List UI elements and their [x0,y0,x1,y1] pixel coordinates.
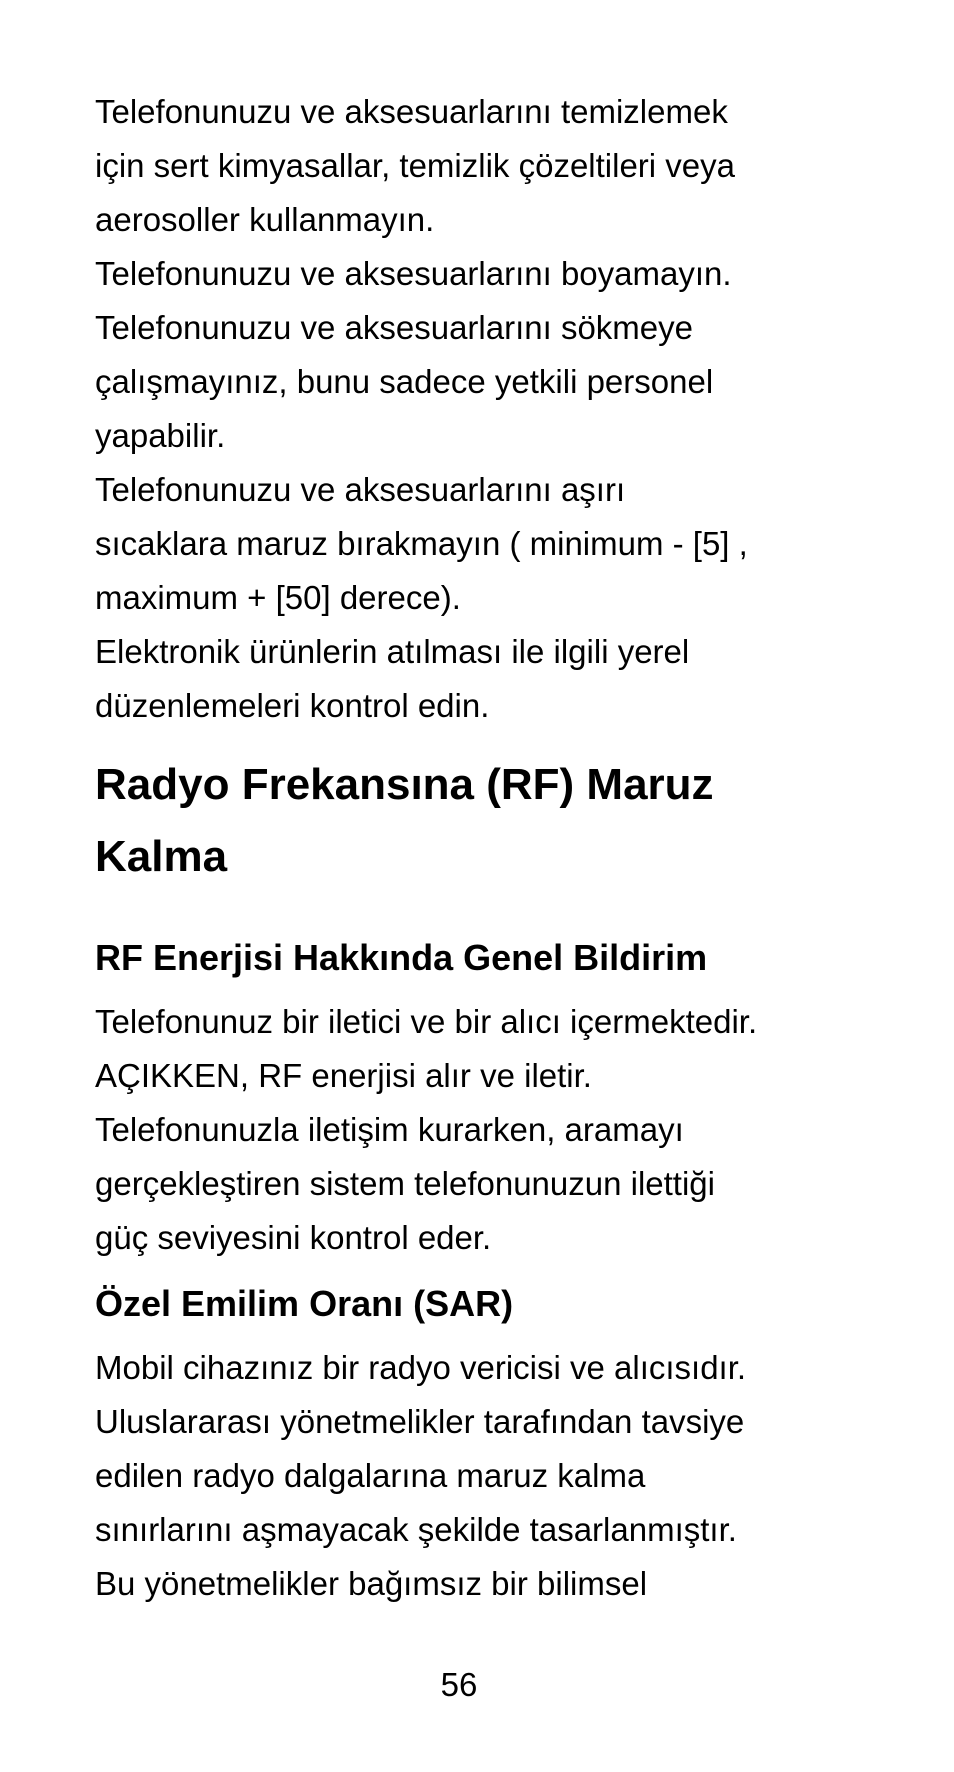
text-line: Bu yönetmelikler bağımsız bir bilimsel [95,1565,648,1602]
text-line: Telefonunuzu ve aksesuarlarını temizlemek [95,93,728,130]
text-line: yapabilir. [95,417,226,454]
text-line: maximum + [50] derece). [95,579,461,616]
text-line: edilen radyo dalgalarına maruz kalma [95,1457,646,1494]
text-line: Telefonunuzu ve aksesuarlarını aşırı [95,471,626,508]
page-number: 56 [440,1666,478,1703]
sar-paragraph [95,1341,895,1611]
text-line: Mobil cihazınız bir radyo vericisi ve alıcısıdır. [95,1349,747,1386]
text-line: sınırlarını aşmayacak şekilde tasarlanmıştır. [95,1511,737,1548]
document-page [95,85,895,1611]
text-line: güç seviyesini kontrol eder. [95,1219,492,1256]
text-line: AÇIKKEN, RF enerjisi alır ve iletir. [95,1057,592,1094]
text-line: çalışmayınız, bunu sadece yetkili personel [95,363,714,400]
text-line: düzenlemeleri kontrol edin. [95,687,490,724]
text-line: Uluslararası yönetmelikler tarafından tavsiye [95,1403,745,1440]
text-line: sıcaklara maruz bırakmayın ( minimum - [5] , [95,525,748,562]
care-instructions [95,85,895,733]
section-title [95,749,895,893]
text-line: aerosoller kullanmayın. [95,201,435,238]
text-line: Telefonunuz bir iletici ve bir alıcı içermektedir. [95,1003,758,1040]
text-line: gerçekleştiren sistem telefonunuzun ilettiği [95,1165,715,1202]
section-title-line: Radyo Frekansına (RF) Maruz [95,760,714,809]
text-line: için sert kimyasallar, temizlik çözeltileri veya [95,147,736,184]
subsection-title-sar: Özel Emilim Oranı (SAR) [95,1283,514,1324]
text-line: Telefonunuzla iletişim kurarken, aramayı [95,1111,684,1148]
text-line: Telefonunuzu ve aksesuarlarını sökmeye [95,309,693,346]
section-title-line: Kalma [95,832,228,881]
text-line: Telefonunuzu ve aksesuarlarını boyamayın. [95,255,732,292]
text-line: Elektronik ürünlerin atılması ile ilgili yerel [95,633,690,670]
subsection-title-rf-energy: RF Enerjisi Hakkında Genel Bildirim [95,937,708,978]
rf-energy-paragraph [95,995,895,1265]
